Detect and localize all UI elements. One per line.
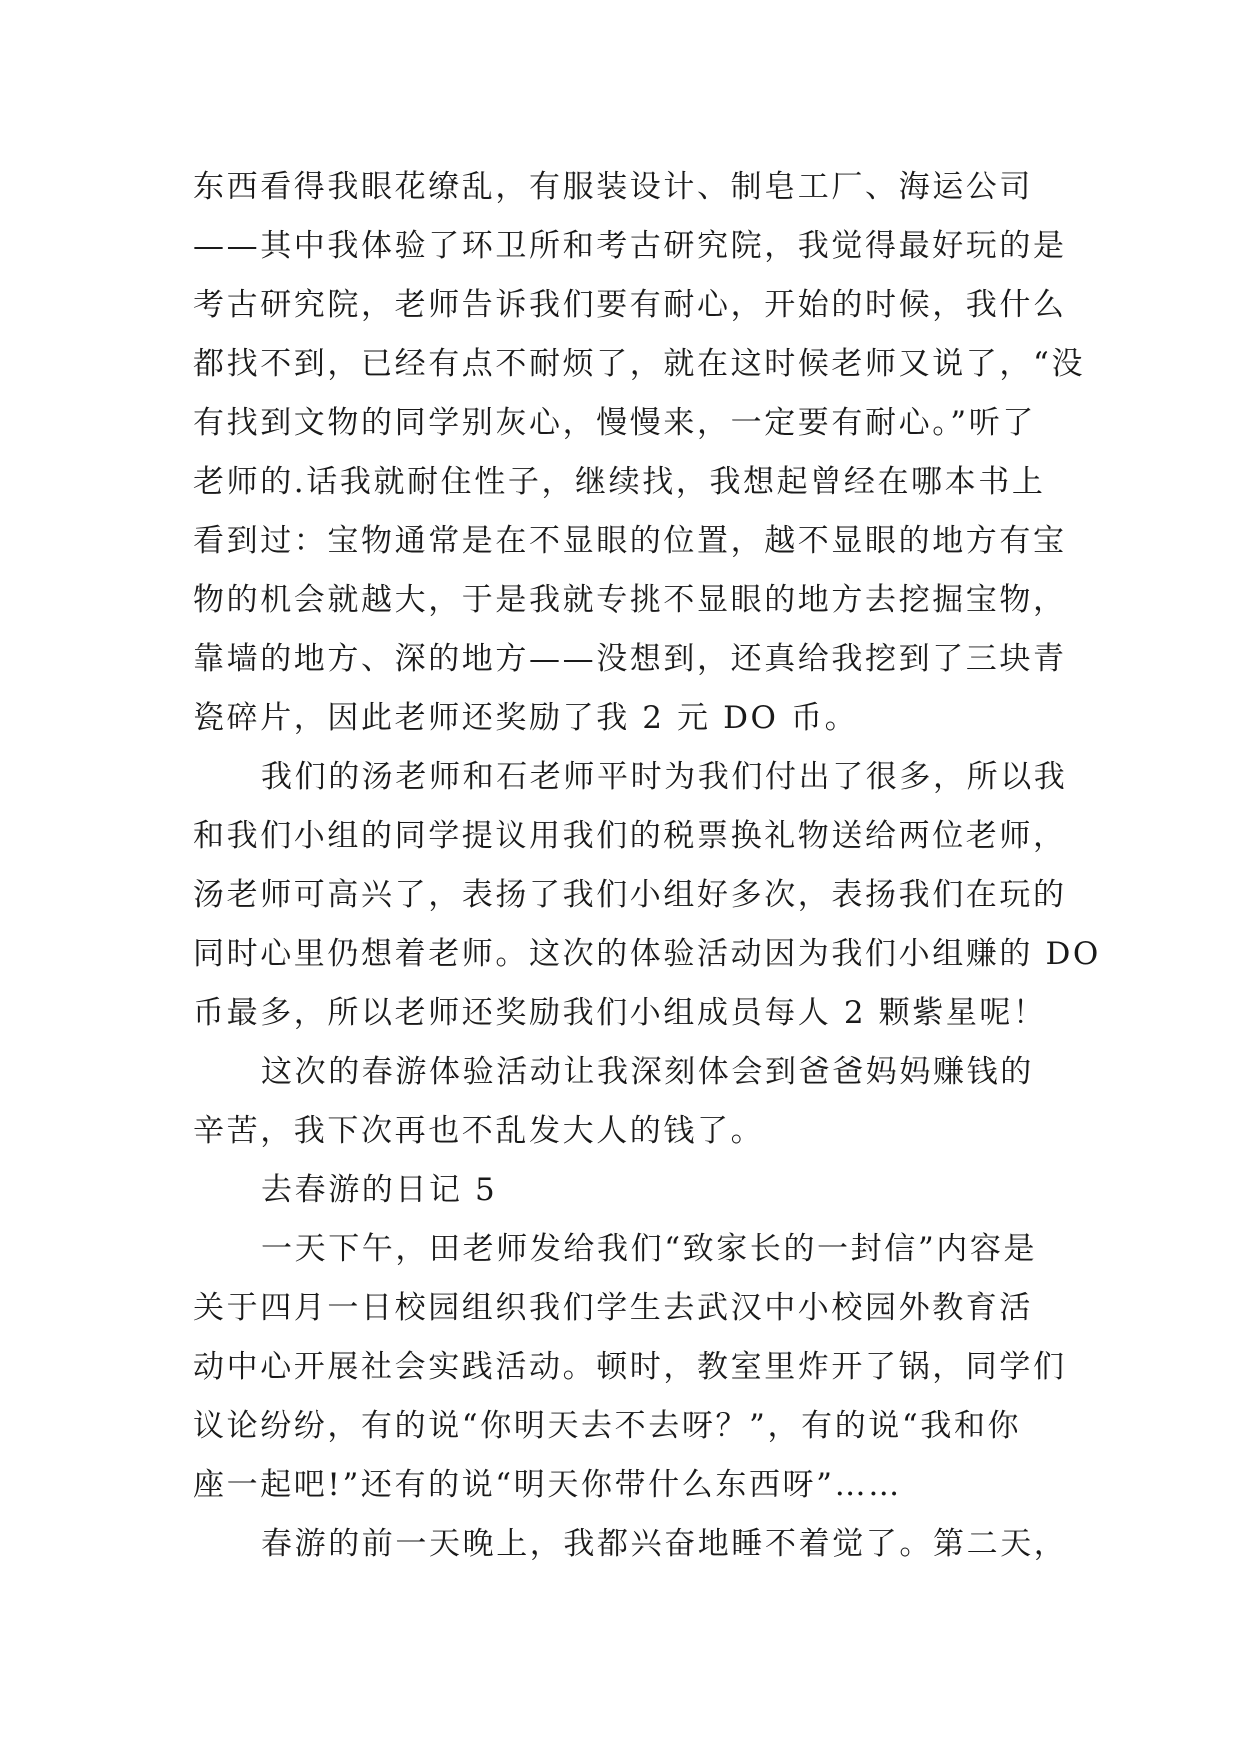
document-body <box>193 158 1101 1574</box>
text-line: 去春游的日记 5 <box>261 1172 498 1208</box>
text-line: 座一起吧!”还有的说“明天你带什么东西呀”…… <box>193 1467 902 1503</box>
text-line: 东西看得我眼花缭乱，有服装设计、制皂工厂、海运公司 <box>193 169 1033 205</box>
text-line: 币最多，所以老师还奖励我们小组成员每人 2 颗紫星呢！ <box>193 995 1047 1031</box>
text-line: 有找到文物的同学别灰心，慢慢来，一定要有耐心。”听了 <box>193 405 1036 441</box>
text-line: 靠墙的地方、深的地方——没想到，还真给我挖到了三块青 <box>193 641 1067 677</box>
text-line: ——其中我体验了环卫所和考古研究院，我觉得最好玩的是 <box>193 228 1067 264</box>
text-line: 议论纷纷，有的说“你明天去不去呀？”，有的说“我和你 <box>193 1408 1022 1444</box>
text-line: 物的机会就越大，于是我就专挑不显眼的地方去挖掘宝物， <box>193 582 1067 618</box>
text-line: 瓷碎片，因此老师还奖励了我 2 元 DO 币。 <box>193 700 859 736</box>
text-line: 老师的.话我就耐住性子，继续找，我想起曾经在哪本书上 <box>193 464 1046 500</box>
text-line: 汤老师可高兴了，表扬了我们小组好多次，表扬我们在玩的 <box>193 877 1067 913</box>
text-line: 看到过：宝物通常是在不显眼的位置，越不显眼的地方有宝 <box>193 523 1067 559</box>
text-line: 一天下午，田老师发给我们“致家长的一封信”内容是 <box>261 1231 1038 1267</box>
text-line: 这次的春游体验活动让我深刻体会到爸爸妈妈赚钱的 <box>261 1054 1034 1090</box>
text-line: 同时心里仍想着老师。这次的体验活动因为我们小组赚的 DO <box>193 936 1101 972</box>
text-line: 春游的前一天晚上，我都兴奋地睡不着觉了。第二天， <box>261 1526 1068 1562</box>
text-line: 辛苦，我下次再也不乱发大人的钱了。 <box>193 1113 765 1149</box>
text-line: 都找不到，已经有点不耐烦了，就在这时候老师又说了，“没 <box>193 346 1086 382</box>
text-line: 动中心开展社会实践活动。顿时，教室里炸开了锅，同学们 <box>193 1349 1067 1385</box>
text-line: 我们的汤老师和石老师平时为我们付出了很多，所以我 <box>261 759 1068 795</box>
text-line: 关于四月一日校园组织我们学生去武汉中小校园外教育活 <box>193 1290 1033 1326</box>
text-line: 和我们小组的同学提议用我们的税票换礼物送给两位老师， <box>193 818 1067 854</box>
text-line: 考古研究院，老师告诉我们要有耐心，开始的时候，我什么 <box>193 287 1067 323</box>
